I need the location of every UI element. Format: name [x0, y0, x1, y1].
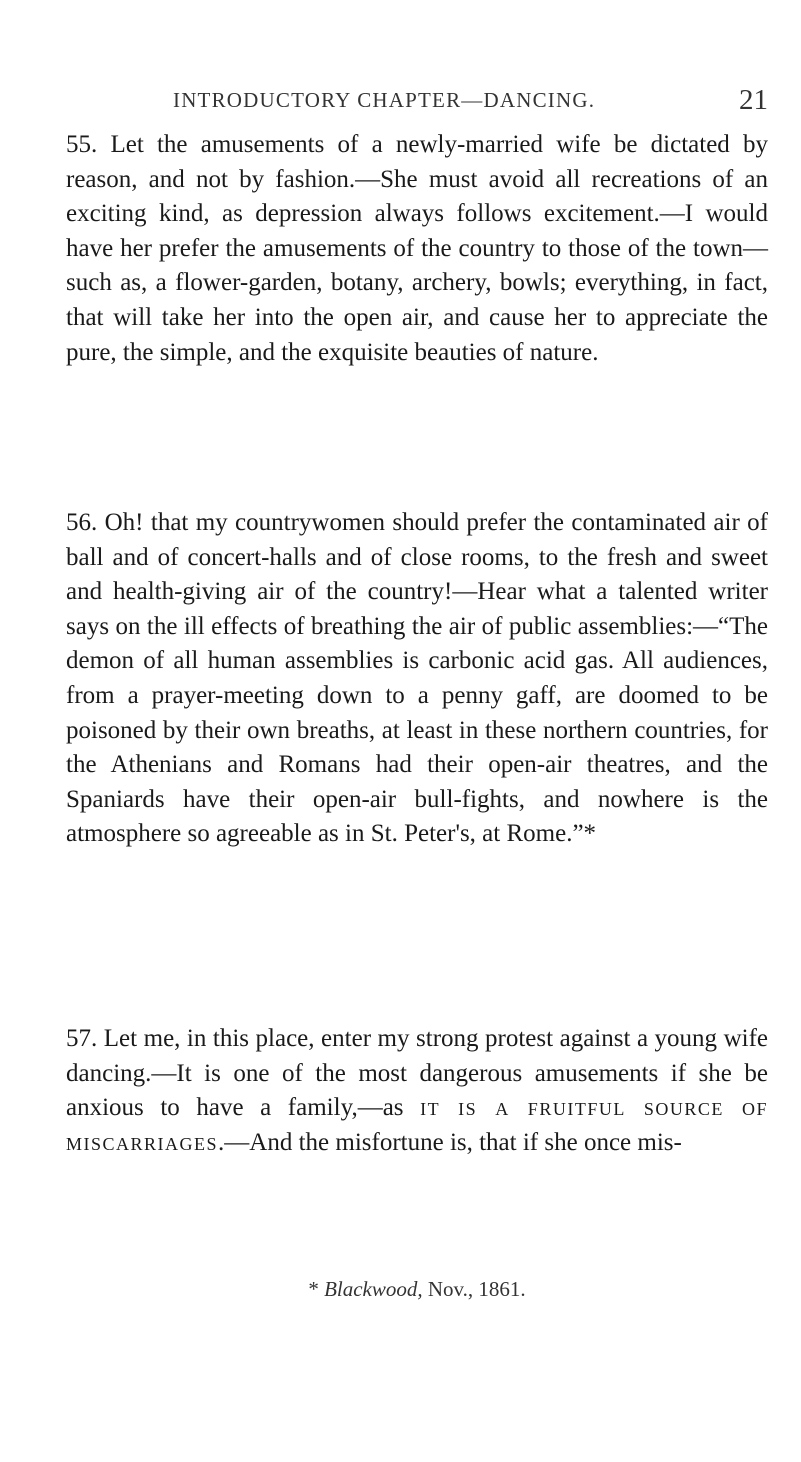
paragraph-56	[66, 506, 768, 852]
paragraph-number: 56.	[66, 509, 98, 536]
paragraph-text: Let me, in this place, enter my strong protest against a young wife dancing.—It is one of the most dangerous amusements if she be anxious to have a family,—as	[66, 1025, 769, 1122]
footnote	[66, 1277, 768, 1302]
paragraph-number: 57.	[66, 1025, 98, 1052]
paragraph-57	[66, 1022, 768, 1160]
paragraph-text: Let the amusements of a newly-married wife be dictated by reason, and not by fashion.—She must avoid all recreations of an exciting kind, as depression always follows excitement.—I would have her prefer the amusements of the country to those of the town—such as, a flower-garden, botany, archery, bowls; everything, in fact, that will take her into the open air, and cause her to appreciate the pure, the simple, and the exquisite beauties of nature.	[66, 131, 768, 366]
running-title: INTRODUCTORY CHAPTER—DANCING.	[173, 88, 596, 112]
footnote-source: Blackwood,	[324, 1277, 423, 1301]
emphasis-text: it is a fruitful source of miscarriages	[66, 1094, 768, 1156]
paragraph-number: 55.	[66, 131, 98, 158]
footnote-marker: *	[308, 1277, 319, 1301]
paragraph-55	[66, 128, 768, 370]
footnote-date: Nov., 1861.	[427, 1277, 526, 1301]
page-number: 21	[739, 84, 768, 116]
paragraph-text: Oh! that my countrywomen should prefer the contaminated air of ball and of concert-halls and of close rooms, to the fresh and sweet and health-giving air of the country!—Hear what a talented writer says on the ill effects of breathing the air of public assemblies:—“The demon of all human assemblies is carbonic acid gas. All audiences, from a prayer-meeting down to a penny gaff, are doomed to be poisoned by their own breaths, at least in these northern countries, for the Athenians and Romans had their open-air theatres, and the Spaniards have their open-air bull-fights, and nowhere is the atmosphere so agreeable as in St. Peter's, at Rome.”*	[66, 509, 768, 848]
paragraph-text-end: .—And the misfortune is, that if she once mis-	[218, 1128, 682, 1156]
running-head	[66, 84, 768, 128]
